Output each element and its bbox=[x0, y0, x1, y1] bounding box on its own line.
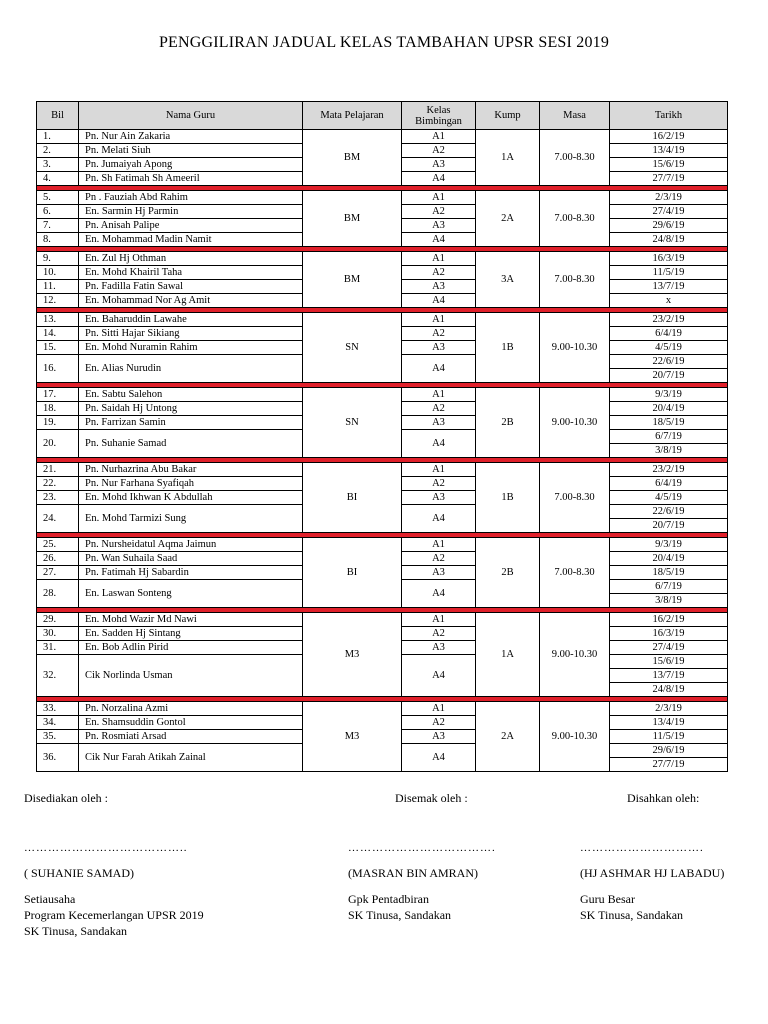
class-cell: A4 bbox=[402, 233, 476, 247]
approved-line2: SK Tinusa, Sandakan bbox=[580, 908, 684, 922]
time-cell: 7.00-8.30 bbox=[540, 538, 610, 608]
group-cell: 1B bbox=[476, 313, 540, 383]
row-number: 31. bbox=[37, 641, 79, 655]
teacher-name: Pn. Nursheidatul Aqma Jaimun bbox=[79, 538, 303, 552]
table-row bbox=[37, 313, 728, 327]
row-number: 22. bbox=[37, 477, 79, 491]
date-cell: 13/4/19 bbox=[610, 144, 728, 158]
group-cell: 2B bbox=[476, 538, 540, 608]
group-cell: 2B bbox=[476, 388, 540, 458]
class-cell: A1 bbox=[402, 252, 476, 266]
date-cell: 6/4/19 bbox=[610, 477, 728, 491]
class-cell: A1 bbox=[402, 388, 476, 402]
group-cell: 1A bbox=[476, 613, 540, 697]
class-cell: A1 bbox=[402, 702, 476, 716]
date-cell: 2/3/19 bbox=[610, 702, 728, 716]
row-number: 16. bbox=[37, 355, 79, 383]
prepared-position bbox=[24, 891, 204, 939]
row-number: 15. bbox=[37, 341, 79, 355]
row-number: 35. bbox=[37, 730, 79, 744]
teacher-name: En. Mohd Nuramin Rahim bbox=[79, 341, 303, 355]
class-cell: A3 bbox=[402, 730, 476, 744]
teacher-name: En. Shamsuddin Gontol bbox=[79, 716, 303, 730]
class-cell: A2 bbox=[402, 627, 476, 641]
teacher-name: Pn. Suhanie Samad bbox=[79, 430, 303, 458]
date-cell: 20/7/19 bbox=[610, 369, 728, 383]
date-cell: 29/6/19 bbox=[610, 744, 728, 758]
row-number: 19. bbox=[37, 416, 79, 430]
class-cell: A2 bbox=[402, 477, 476, 491]
row-number: 11. bbox=[37, 280, 79, 294]
row-number: 12. bbox=[37, 294, 79, 308]
teacher-name: En. Bob Adlin Pirid bbox=[79, 641, 303, 655]
page-title: PENGGILIRAN JADUAL KELAS TAMBAHAN UPSR SESI 2019 bbox=[158, 34, 610, 51]
header-kelas-bimbingan: Kelas Bimbingan bbox=[402, 102, 476, 130]
date-cell: 6/4/19 bbox=[610, 327, 728, 341]
class-cell: A1 bbox=[402, 463, 476, 477]
date-cell: 24/8/19 bbox=[610, 233, 728, 247]
date-cell: 4/5/19 bbox=[610, 341, 728, 355]
header-bil: Bil bbox=[37, 102, 79, 130]
teacher-name: En. Sabtu Salehon bbox=[79, 388, 303, 402]
row-number: 18. bbox=[37, 402, 79, 416]
date-cell: 20/4/19 bbox=[610, 402, 728, 416]
approved-line1: Guru Besar bbox=[580, 892, 635, 906]
date-cell: 22/6/19 bbox=[610, 505, 728, 519]
date-cell: 16/2/19 bbox=[610, 613, 728, 627]
class-cell: A4 bbox=[402, 580, 476, 608]
group-cell: 1A bbox=[476, 130, 540, 186]
teacher-name: Pn. Melati Siuh bbox=[79, 144, 303, 158]
class-cell: A2 bbox=[402, 144, 476, 158]
prepared-line2: Program Kecemerlangan UPSR 2019 bbox=[24, 908, 204, 922]
date-cell: 16/2/19 bbox=[610, 130, 728, 144]
date-cell: 11/5/19 bbox=[610, 730, 728, 744]
date-cell: 29/6/19 bbox=[610, 219, 728, 233]
row-number: 34. bbox=[37, 716, 79, 730]
class-cell: A2 bbox=[402, 205, 476, 219]
teacher-name: Pn. Nur Farhana Syafiqah bbox=[79, 477, 303, 491]
class-cell: A4 bbox=[402, 655, 476, 697]
table-row bbox=[37, 613, 728, 627]
class-cell: A2 bbox=[402, 266, 476, 280]
group-cell: 1B bbox=[476, 463, 540, 533]
prepared-signature-line: ………………………………….. bbox=[24, 842, 188, 854]
checked-name: (MASRAN BIN AMRAN) bbox=[348, 866, 479, 880]
header-kump: Kump bbox=[476, 102, 540, 130]
class-cell: A3 bbox=[402, 158, 476, 172]
subject-cell: SN bbox=[303, 388, 402, 458]
class-cell: A1 bbox=[402, 613, 476, 627]
date-cell: 13/4/19 bbox=[610, 716, 728, 730]
teacher-name: En. Sarmin Hj Parmin bbox=[79, 205, 303, 219]
class-cell: A2 bbox=[402, 552, 476, 566]
subject-cell: M3 bbox=[303, 702, 402, 772]
time-cell: 7.00-8.30 bbox=[540, 463, 610, 533]
teacher-name: Pn. Nur Ain Zakaria bbox=[79, 130, 303, 144]
subject-cell: SN bbox=[303, 313, 402, 383]
row-number: 23. bbox=[37, 491, 79, 505]
date-cell: 20/4/19 bbox=[610, 552, 728, 566]
date-cell: 18/5/19 bbox=[610, 416, 728, 430]
subject-cell: BM bbox=[303, 191, 402, 247]
subject-cell: BM bbox=[303, 130, 402, 186]
teacher-name: Pn. Nurhazrina Abu Bakar bbox=[79, 463, 303, 477]
teacher-name: En. Laswan Sonteng bbox=[79, 580, 303, 608]
class-cell: A3 bbox=[402, 280, 476, 294]
class-cell: A2 bbox=[402, 327, 476, 341]
checked-by-label: Disemak oleh : bbox=[395, 791, 468, 805]
approved-signature-line: …………………………. bbox=[580, 842, 704, 854]
row-number: 29. bbox=[37, 613, 79, 627]
header-tarikh: Tarikh bbox=[610, 102, 728, 130]
date-cell: 6/7/19 bbox=[610, 580, 728, 594]
date-cell: 27/4/19 bbox=[610, 205, 728, 219]
header-nama-guru: Nama Guru bbox=[79, 102, 303, 130]
row-number: 28. bbox=[37, 580, 79, 608]
schedule-table bbox=[36, 101, 728, 772]
date-cell: 13/7/19 bbox=[610, 669, 728, 683]
teacher-name: En. Mohd Khairil Taha bbox=[79, 266, 303, 280]
teacher-name: Pn. Fatimah Hj Sabardin bbox=[79, 566, 303, 580]
teacher-name: En. Zul Hj Othman bbox=[79, 252, 303, 266]
date-cell: 3/8/19 bbox=[610, 444, 728, 458]
table-header-row bbox=[37, 102, 728, 130]
row-number: 8. bbox=[37, 233, 79, 247]
date-cell: 3/8/19 bbox=[610, 594, 728, 608]
teacher-name: Pn. Farrizan Samin bbox=[79, 416, 303, 430]
row-number: 36. bbox=[37, 744, 79, 772]
teacher-name: En. Mohd Ikhwan K Abdullah bbox=[79, 491, 303, 505]
row-number: 5. bbox=[37, 191, 79, 205]
row-number: 24. bbox=[37, 505, 79, 533]
row-number: 30. bbox=[37, 627, 79, 641]
row-number: 4. bbox=[37, 172, 79, 186]
teacher-name: Pn . Fauziah Abd Rahim bbox=[79, 191, 303, 205]
teacher-name: En. Alias Nurudin bbox=[79, 355, 303, 383]
teacher-name: Pn. Fadilla Fatin Sawal bbox=[79, 280, 303, 294]
row-number: 20. bbox=[37, 430, 79, 458]
class-cell: A4 bbox=[402, 505, 476, 533]
class-cell: A1 bbox=[402, 313, 476, 327]
date-cell: 4/5/19 bbox=[610, 491, 728, 505]
approved-by-label: Disahkan oleh: bbox=[627, 791, 700, 805]
prepared-line1: Setiausaha bbox=[24, 892, 76, 906]
teacher-name: Pn. Norzalina Azmi bbox=[79, 702, 303, 716]
date-cell: 11/5/19 bbox=[610, 266, 728, 280]
teacher-name: En. Baharuddin Lawahe bbox=[79, 313, 303, 327]
date-cell: 16/3/19 bbox=[610, 252, 728, 266]
class-cell: A3 bbox=[402, 219, 476, 233]
date-cell: 15/6/19 bbox=[610, 655, 728, 669]
group-cell: 2A bbox=[476, 191, 540, 247]
teacher-name: Cik Nur Farah Atikah Zainal bbox=[79, 744, 303, 772]
row-number: 25. bbox=[37, 538, 79, 552]
prepared-name: ( SUHANIE SAMAD) bbox=[24, 866, 134, 880]
time-cell: 9.00-10.30 bbox=[540, 313, 610, 383]
class-cell: A4 bbox=[402, 172, 476, 186]
class-cell: A4 bbox=[402, 744, 476, 772]
row-number: 3. bbox=[37, 158, 79, 172]
row-number: 13. bbox=[37, 313, 79, 327]
class-cell: A1 bbox=[402, 130, 476, 144]
date-cell: 15/6/19 bbox=[610, 158, 728, 172]
row-number: 32. bbox=[37, 655, 79, 697]
class-cell: A4 bbox=[402, 430, 476, 458]
header-mata-pelajaran: Mata Pelajaran bbox=[303, 102, 402, 130]
row-number: 9. bbox=[37, 252, 79, 266]
teacher-name: Pn. Sitti Hajar Sikiang bbox=[79, 327, 303, 341]
date-cell: 20/7/19 bbox=[610, 519, 728, 533]
date-cell: 18/5/19 bbox=[610, 566, 728, 580]
teacher-name: Pn. Anisah Palipe bbox=[79, 219, 303, 233]
class-cell: A3 bbox=[402, 641, 476, 655]
row-number: 33. bbox=[37, 702, 79, 716]
date-cell: 27/7/19 bbox=[610, 172, 728, 186]
date-cell: 9/3/19 bbox=[610, 538, 728, 552]
row-number: 14. bbox=[37, 327, 79, 341]
date-cell: x bbox=[610, 294, 728, 308]
teacher-name: Pn. Sh Fatimah Sh Ameeril bbox=[79, 172, 303, 186]
group-cell: 2A bbox=[476, 702, 540, 772]
time-cell: 9.00-10.30 bbox=[540, 702, 610, 772]
subject-cell: BM bbox=[303, 252, 402, 308]
checked-signature-line: ………………………………. bbox=[348, 842, 496, 854]
row-number: 17. bbox=[37, 388, 79, 402]
time-cell: 9.00-10.30 bbox=[540, 388, 610, 458]
subject-cell: M3 bbox=[303, 613, 402, 697]
table-row bbox=[37, 191, 728, 205]
time-cell: 7.00-8.30 bbox=[540, 130, 610, 186]
approved-position bbox=[580, 891, 683, 923]
class-cell: A1 bbox=[402, 538, 476, 552]
group-cell: 3A bbox=[476, 252, 540, 308]
teacher-name: Cik Norlinda Usman bbox=[79, 655, 303, 697]
row-number: 10. bbox=[37, 266, 79, 280]
date-cell: 23/2/19 bbox=[610, 313, 728, 327]
date-cell: 13/7/19 bbox=[610, 280, 728, 294]
teacher-name: En. Mohammad Nor Ag Amit bbox=[79, 294, 303, 308]
table-row bbox=[37, 252, 728, 266]
approved-name: (HJ ASHMAR HJ LABADU) bbox=[580, 866, 725, 880]
date-cell: 6/7/19 bbox=[610, 430, 728, 444]
teacher-name: Pn. Saidah Hj Untong bbox=[79, 402, 303, 416]
date-cell: 22/6/19 bbox=[610, 355, 728, 369]
time-cell: 7.00-8.30 bbox=[540, 191, 610, 247]
teacher-name: En. Mohd Tarmizi Sung bbox=[79, 505, 303, 533]
checked-line1: Gpk Pentadbiran bbox=[348, 892, 429, 906]
class-cell: A4 bbox=[402, 294, 476, 308]
teacher-name: En. Mohd Wazir Md Nawi bbox=[79, 613, 303, 627]
teacher-name: Pn. Jumaiyah Apong bbox=[79, 158, 303, 172]
row-number: 6. bbox=[37, 205, 79, 219]
row-number: 27. bbox=[37, 566, 79, 580]
prepared-line3: SK Tinusa, Sandakan bbox=[24, 924, 128, 938]
subject-cell: BI bbox=[303, 463, 402, 533]
row-number: 26. bbox=[37, 552, 79, 566]
prepared-by-label: Disediakan oleh : bbox=[24, 791, 108, 805]
class-cell: A3 bbox=[402, 341, 476, 355]
date-cell: 9/3/19 bbox=[610, 388, 728, 402]
date-cell: 16/3/19 bbox=[610, 627, 728, 641]
checked-line2: SK Tinusa, Sandakan bbox=[348, 908, 452, 922]
table-row bbox=[37, 463, 728, 477]
teacher-name: En. Mohammad Madin Namit bbox=[79, 233, 303, 247]
checked-position bbox=[348, 891, 451, 923]
date-cell: 24/8/19 bbox=[610, 683, 728, 697]
row-number: 21. bbox=[37, 463, 79, 477]
date-cell: 27/7/19 bbox=[610, 758, 728, 772]
table-body bbox=[37, 130, 728, 772]
table-row bbox=[37, 130, 728, 144]
row-number: 1. bbox=[37, 130, 79, 144]
class-cell: A4 bbox=[402, 355, 476, 383]
class-cell: A3 bbox=[402, 566, 476, 580]
date-cell: 2/3/19 bbox=[610, 191, 728, 205]
class-cell: A2 bbox=[402, 716, 476, 730]
table-row bbox=[37, 388, 728, 402]
teacher-name: Pn. Rosmiati Arsad bbox=[79, 730, 303, 744]
table-row bbox=[37, 702, 728, 716]
class-cell: A3 bbox=[402, 416, 476, 430]
date-cell: 23/2/19 bbox=[610, 463, 728, 477]
teacher-name: Pn. Wan Suhaila Saad bbox=[79, 552, 303, 566]
table-row bbox=[37, 538, 728, 552]
subject-cell: BI bbox=[303, 538, 402, 608]
class-cell: A1 bbox=[402, 191, 476, 205]
header-masa: Masa bbox=[540, 102, 610, 130]
date-cell: 27/4/19 bbox=[610, 641, 728, 655]
time-cell: 7.00-8.30 bbox=[540, 252, 610, 308]
class-cell: A2 bbox=[402, 402, 476, 416]
teacher-name: En. Sadden Hj Sintang bbox=[79, 627, 303, 641]
row-number: 7. bbox=[37, 219, 79, 233]
class-cell: A3 bbox=[402, 491, 476, 505]
row-number: 2. bbox=[37, 144, 79, 158]
time-cell: 9.00-10.30 bbox=[540, 613, 610, 697]
